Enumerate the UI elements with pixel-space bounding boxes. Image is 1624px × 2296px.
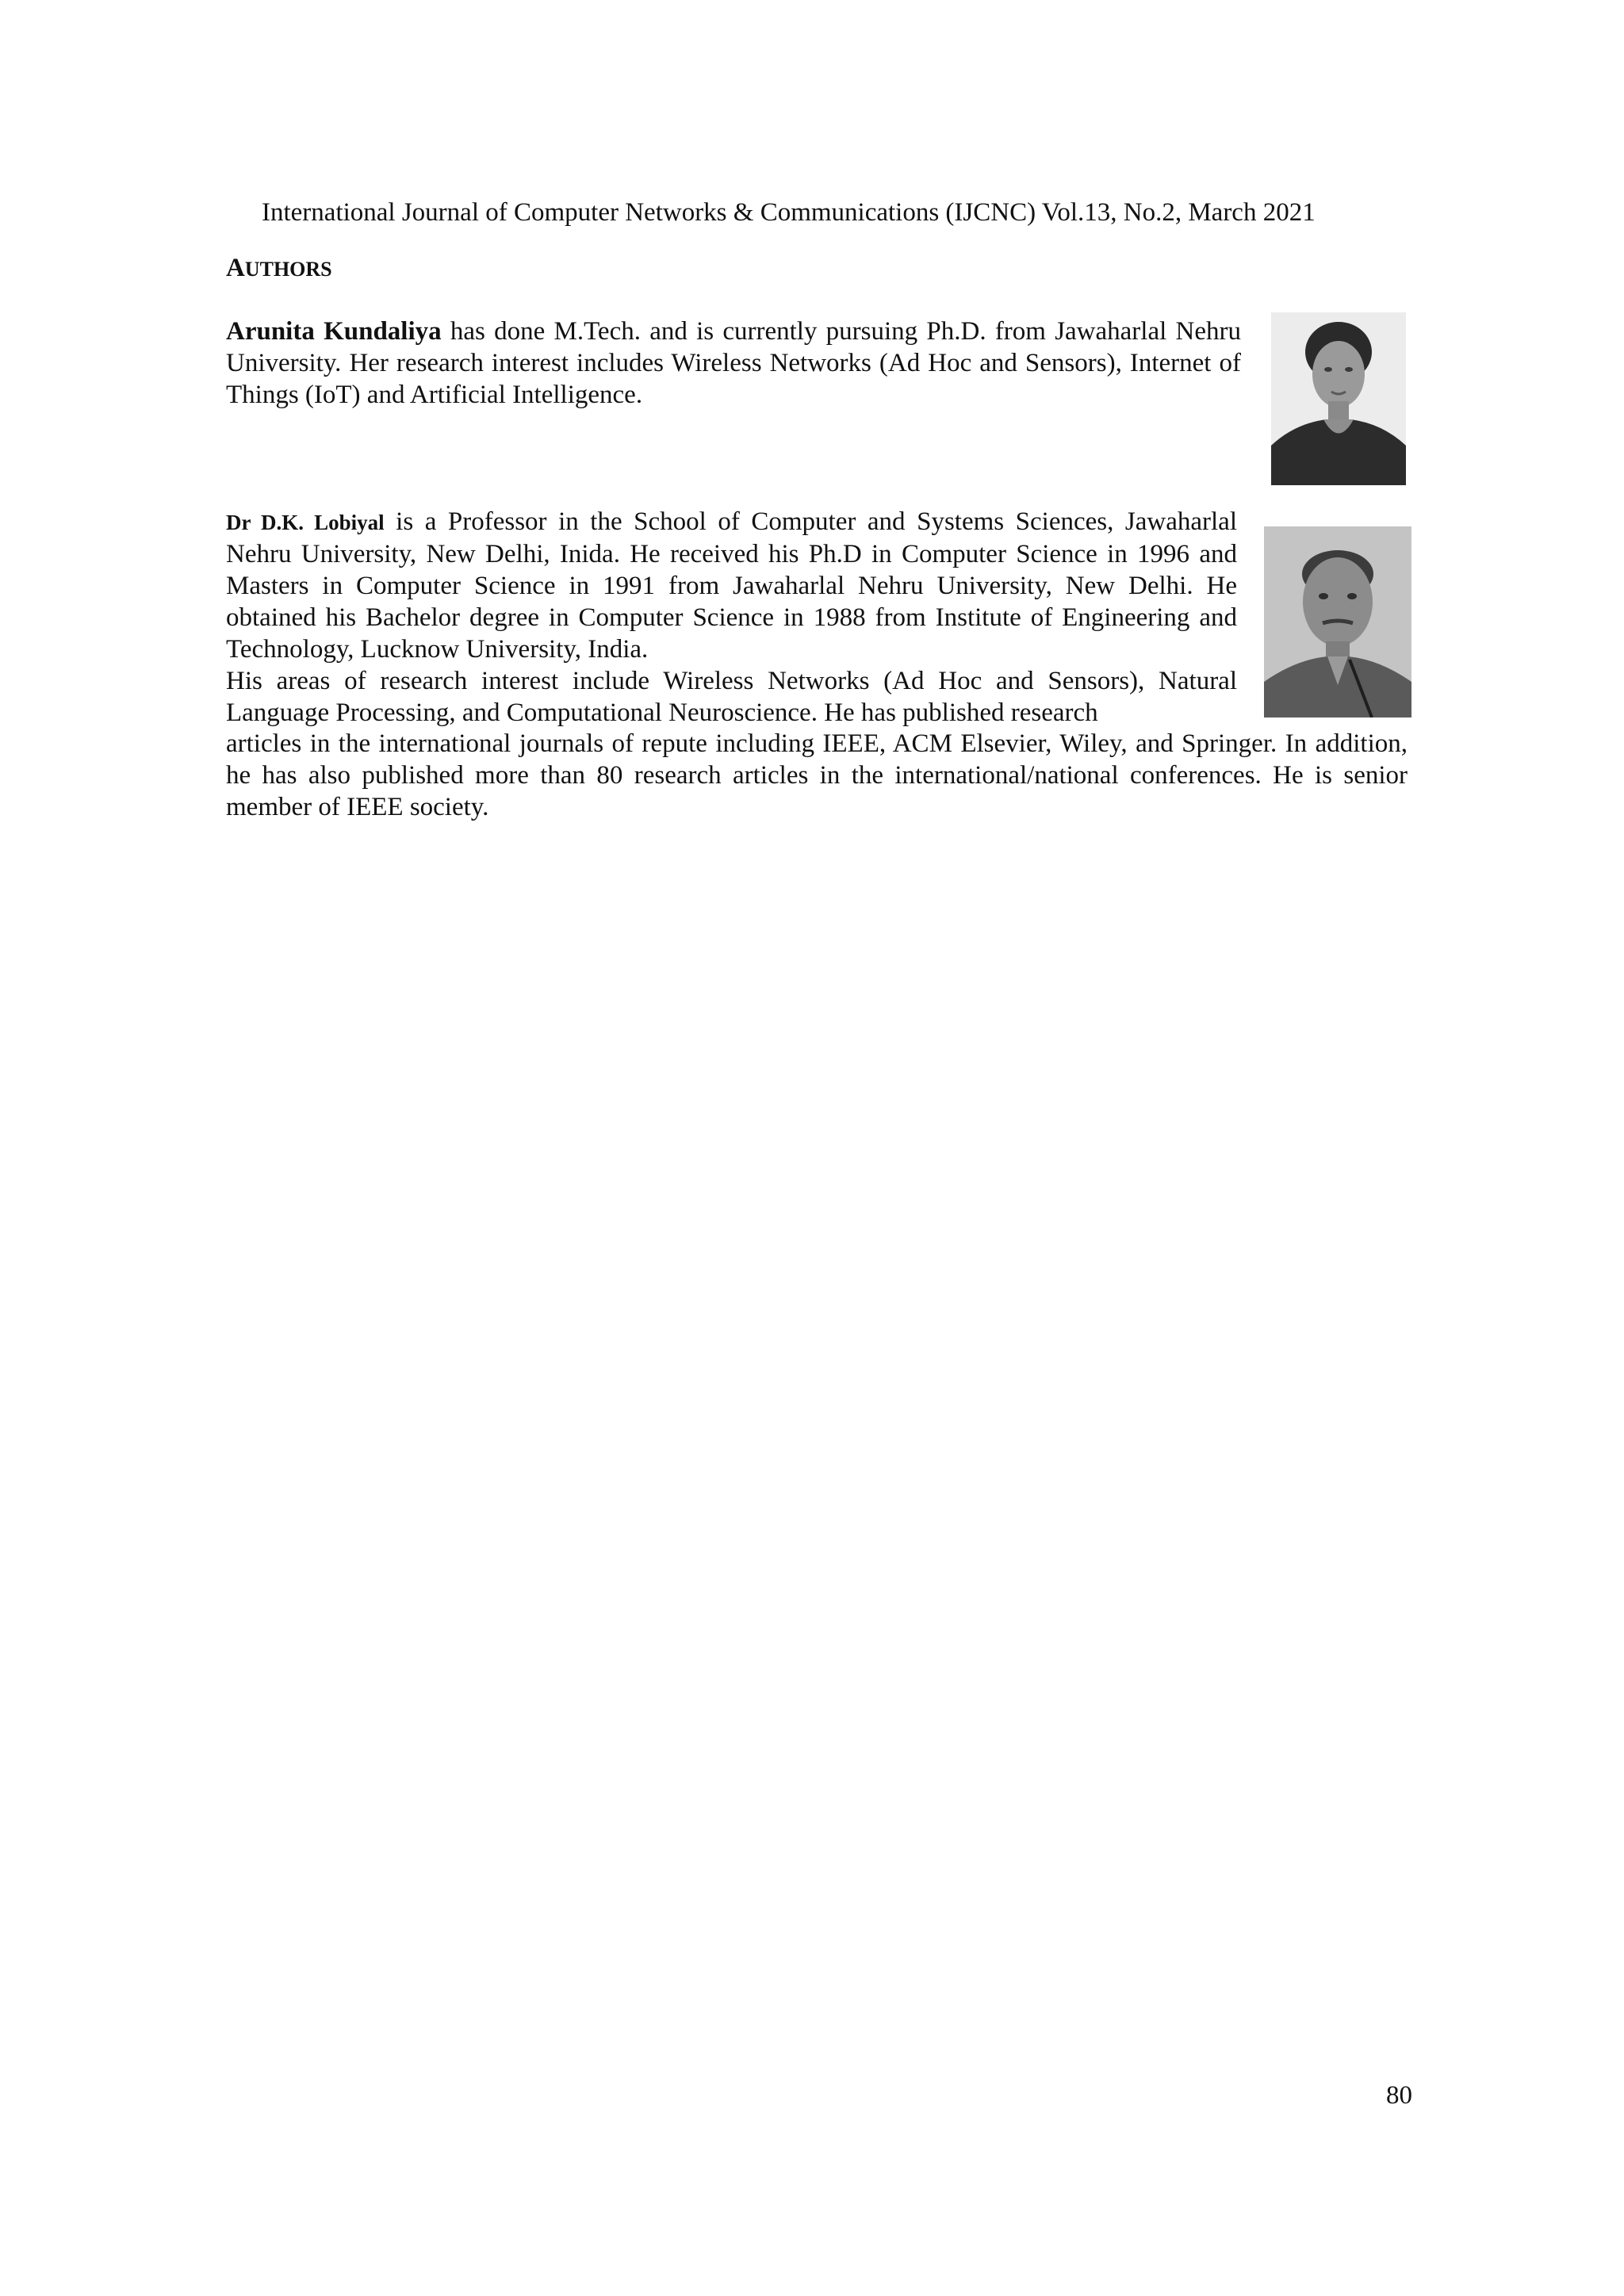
author-bio-lobiyal (226, 506, 1237, 729)
author-photo-lobiyal (1264, 526, 1411, 718)
page-number: 80 (1386, 2081, 1412, 2110)
author-bio-lobiyal-continued (226, 728, 1408, 823)
author-bio-kundaliya (226, 316, 1241, 411)
author-name: Dr D.K. Lobiyal (226, 511, 385, 534)
portrait-image (1264, 526, 1411, 718)
author-bio-text: is a Professor in the School of Computer and Systems Sciences, Jawaharlal Nehru University, New Delhi, Inida. He received his Ph.D in Computer Science in 1996 and Masters in Computer Science in 1991 from Jawaharlal Nehru University, New Delhi. He obtained his Bachelor degree in Computer Science in 1988 from Institute of Engineering and Technology, Lucknow University, India. (226, 507, 1237, 664)
author-research-text: His areas of research interest include Wireless Networks (Ad Hoc and Sensors), Natural Language Processing, and Computational Neuroscience. He has published research (226, 667, 1237, 727)
running-header: International Journal of Computer Networks & Communications (IJCNC) Vol.13, No.2, March 2021 (262, 198, 1316, 227)
author-name: Arunita Kundaliya (226, 317, 442, 346)
heading-initial: A (226, 254, 245, 282)
author-bio-text: has done M.Tech. and is currently pursuing Ph.D. from Jawaharlal Nehru University. Her research interest includes Wireless Networks (Ad Hoc and Sensors), Internet of Things (IoT) and Artificial Intelligence. (226, 317, 1241, 409)
section-heading-authors (226, 252, 332, 285)
author-photo-kundaliya (1271, 312, 1406, 485)
heading-small-caps: UTHORS (244, 258, 332, 281)
author-publications-text: articles in the international journals of repute including IEEE, ACM Elsevier, Wiley, and Springer. In addition, he has also published more than 80 research articles in the international/national conferences. He is senior member of IEEE society. (226, 729, 1408, 821)
portrait-image (1271, 312, 1406, 485)
